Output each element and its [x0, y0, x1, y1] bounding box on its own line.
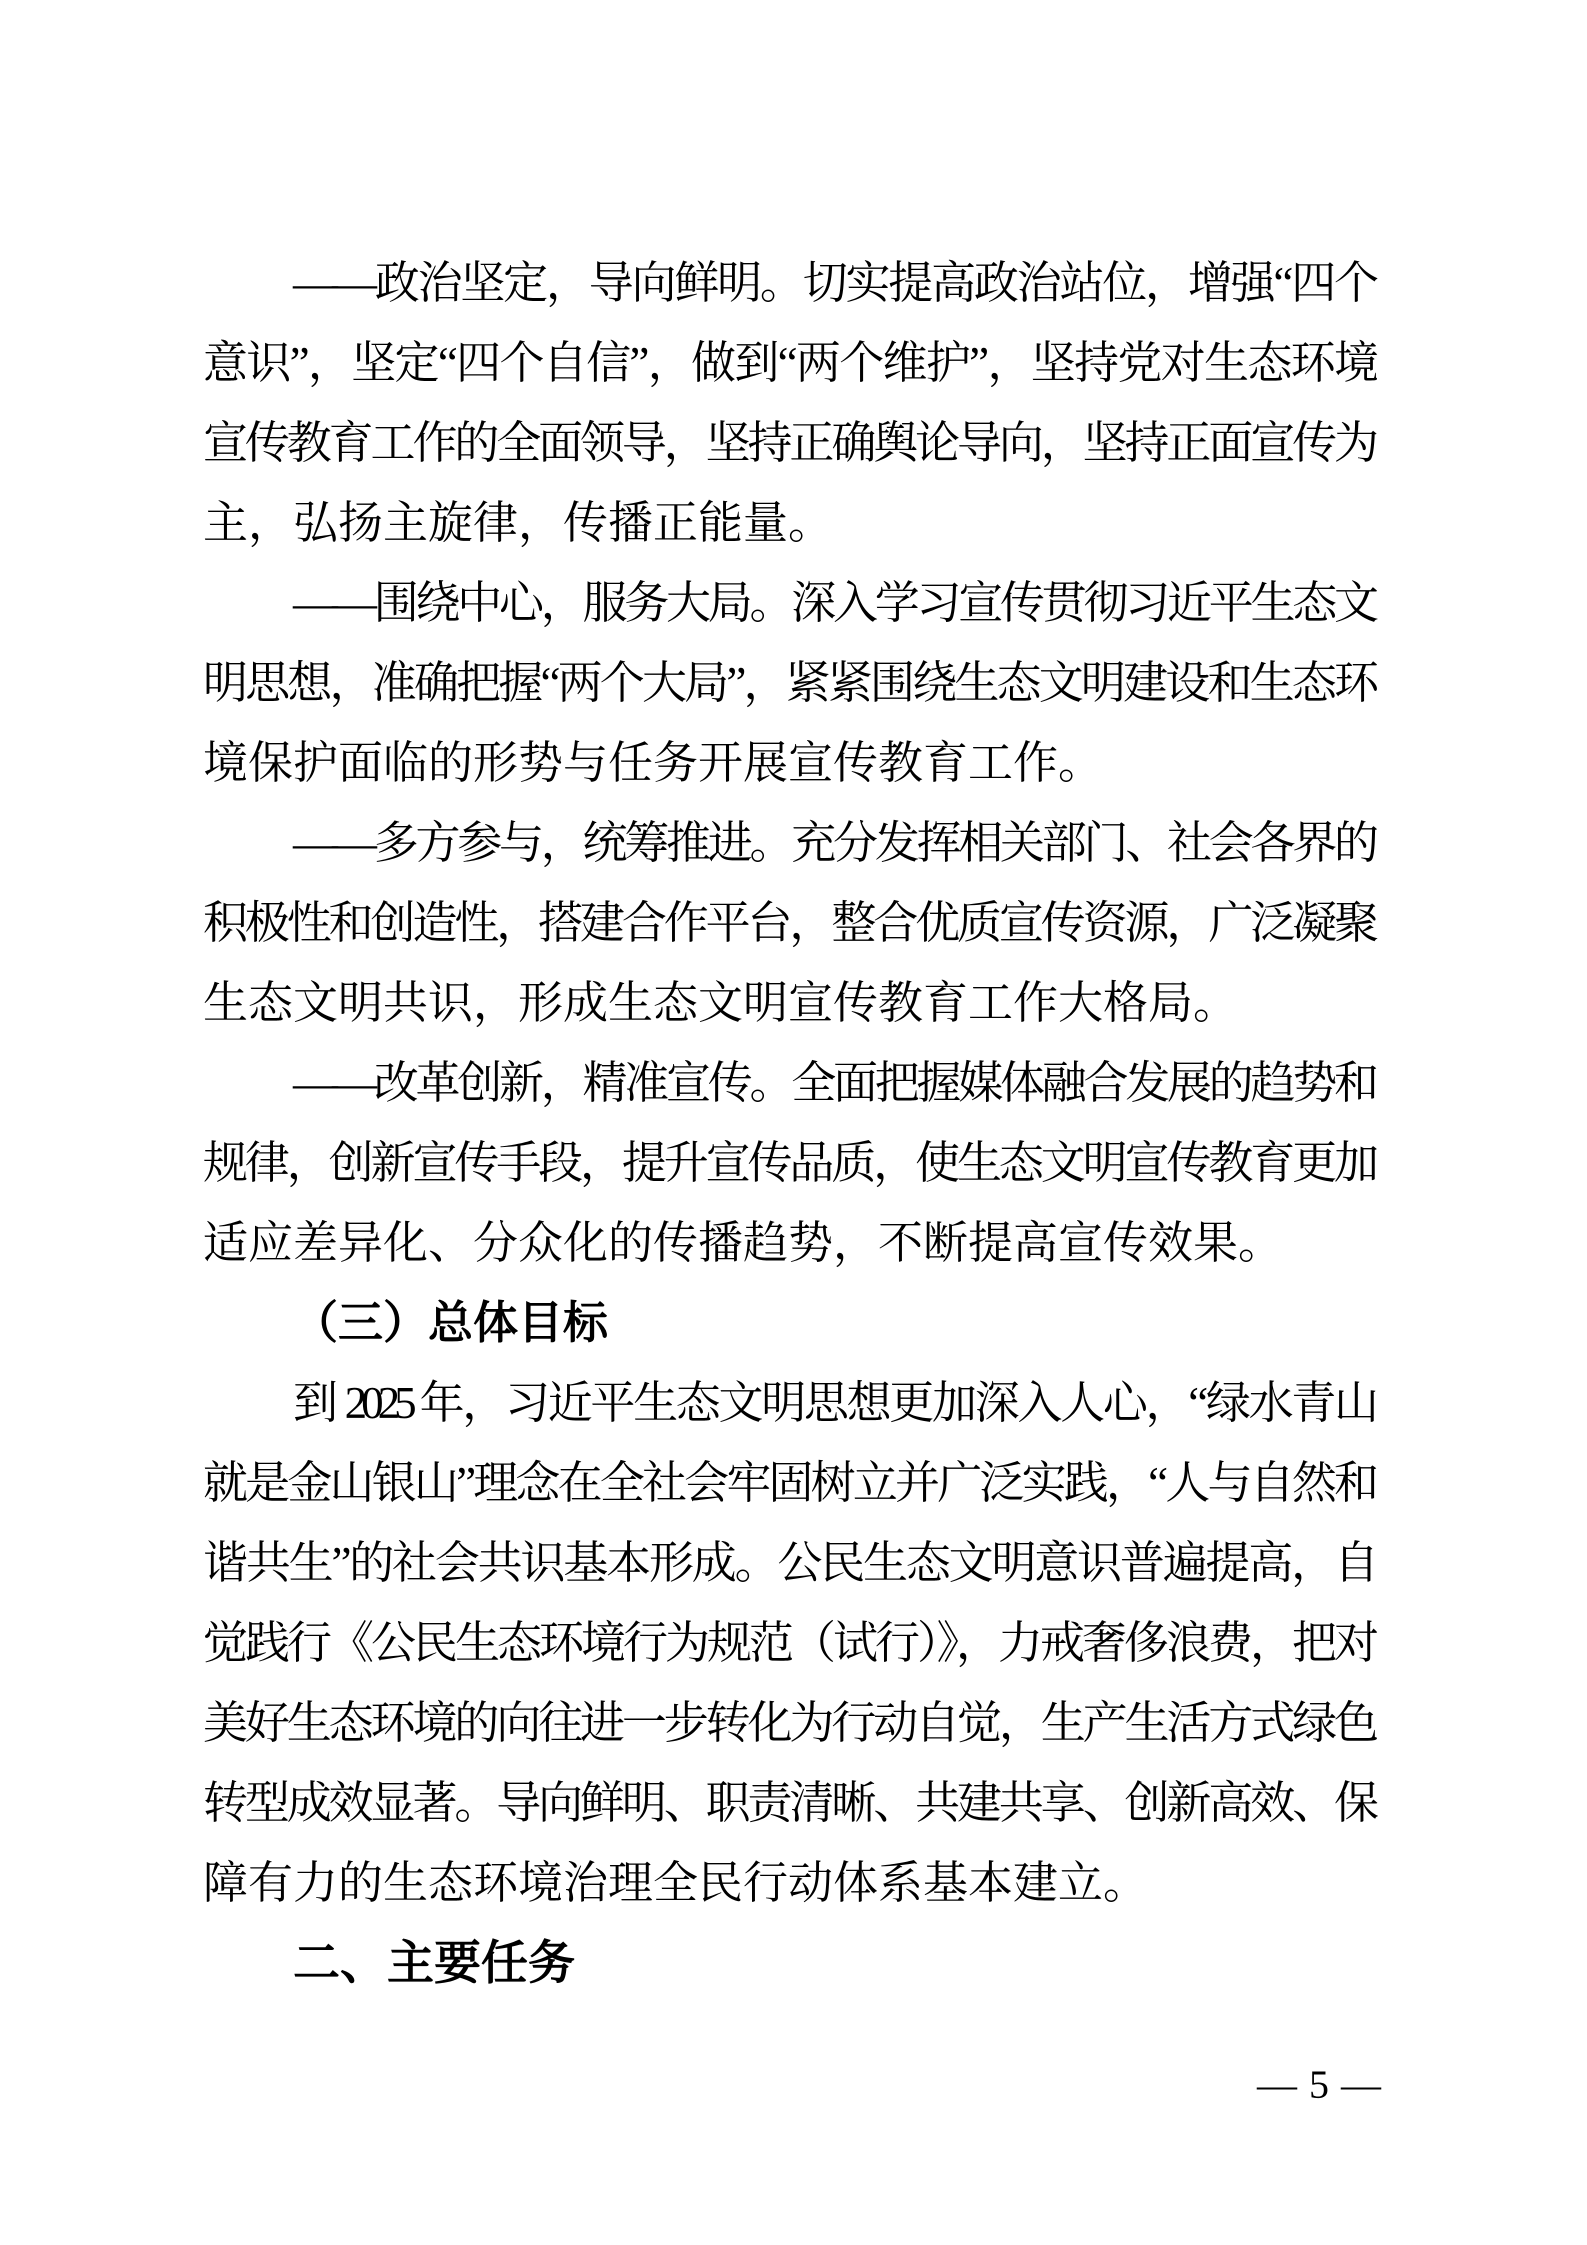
para-multi-participation-line: ——多方参与，统筹推进。充分发挥相关部门、社会各界的	[293, 818, 1373, 868]
heading-main-tasks: 二、主要任务	[293, 1936, 575, 1989]
para-political-firmness-line: 宣传教育工作的全面领导，坚持正确舆论导向，坚持正面宣传为	[203, 418, 1373, 468]
para-political-firmness-line: 意识”，坚定“四个自信”，做到“两个维护”，坚持党对生态环境	[203, 338, 1373, 388]
para-goal-2025-line: 障有力的生态环境治理全民行动体系基本建立。	[203, 1858, 1149, 1908]
para-multi-participation-line: 生态文明共识，形成生态文明宣传教育工作大格局。	[203, 978, 1239, 1028]
para-goal-2025-line: 美好生态环境的向往进一步转化为行动自觉，生产生活方式绿色	[203, 1698, 1373, 1748]
para-political-firmness-line: ——政治坚定，导向鲜明。切实提高政治站位，增强“四个	[293, 258, 1373, 308]
para-goal-2025-line: 就是金山银山”理念在全社会牢固树立并广泛实践，“人与自然和	[203, 1458, 1373, 1508]
para-reform-innovation-line: 规律，创新宣传手段，提升宣传品质，使生态文明宣传教育更加	[203, 1138, 1373, 1188]
para-political-firmness-line: 主，弘扬主旋律，传播正能量。	[203, 498, 834, 548]
page-number: — 5 —	[1257, 2062, 1382, 2107]
para-multi-participation-line: 积极性和创造性，搭建合作平台，整合优质宣传资源，广泛凝聚	[203, 898, 1373, 948]
heading-overall-goal: （三）总体目标	[293, 1298, 609, 1348]
document-body	[203, 243, 1373, 2003]
para-reform-innovation-line: ——改革创新，精准宣传。全面把握媒体融合发展的趋势和	[293, 1058, 1373, 1108]
para-reform-innovation-line: 适应差异化、分众化的传播趋势，不断提高宣传效果。	[203, 1218, 1284, 1268]
para-serve-overall-line: ——围绕中心，服务大局。深入学习宣传贯彻习近平生态文	[293, 578, 1373, 628]
para-serve-overall-line: 境保护面临的形势与任务开展宣传教育工作。	[203, 738, 1104, 788]
para-goal-2025-line: 觉践行《公民生态环境行为规范（试行）》，力戒奢侈浪费，把对	[203, 1618, 1373, 1668]
para-goal-2025-line: 谐共生”的社会共识基本形成。公民生态文明意识普遍提高，自	[203, 1538, 1373, 1588]
para-serve-overall-line: 明思想，准确把握“两个大局”，紧紧围绕生态文明建设和生态环	[203, 658, 1373, 708]
para-goal-2025-line: 到 2025 年，习近平生态文明思想更加深入人心，“绿水青山	[293, 1378, 1373, 1428]
para-goal-2025-line: 转型成效显著。导向鲜明、职责清晰、共建共享、创新高效、保	[203, 1778, 1373, 1828]
